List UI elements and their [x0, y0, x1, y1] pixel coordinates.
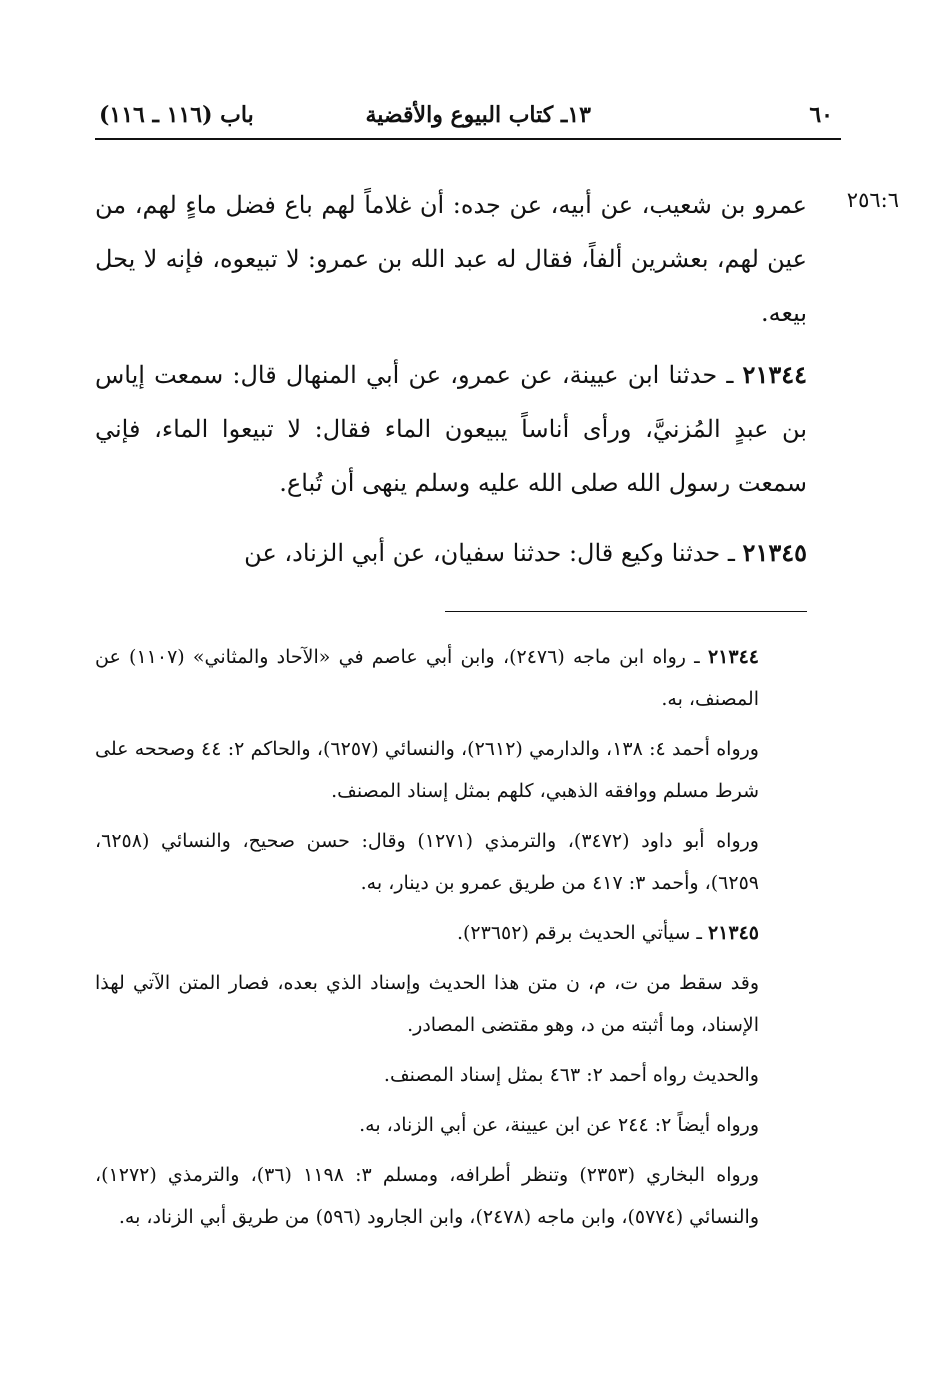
hadith-21345 — [95, 526, 807, 580]
footnotes — [95, 636, 807, 1246]
hadith-number: ٢١٣٤٤ — [742, 360, 807, 389]
footnote-text: ـ سيأتي الحديث برقم (٢٣٦٥٢). — [456, 922, 702, 944]
running-header — [95, 96, 841, 140]
footnote: ورواه أحمد ٤: ١٣٨، والدارمي (٢٦١٢)، والنسائي (٦٢٥٧)، والحاكم ٢: ٤٤ وصححه على شرط مسلم ووافقه الذهبي، كلهم بمثل إسناد المصنف. — [95, 738, 759, 802]
footnote-divider — [445, 611, 807, 612]
book-title: ١٣ـ كتاب البيوع والأقضية — [365, 102, 591, 128]
footnote-text: ـ رواه ابن ماجه (٢٤٧٦)، وابن أبي عاصم في «الآحاد والمثاني» (١١٠٧) عن المصنف، به. — [95, 646, 759, 710]
footnote — [95, 912, 807, 954]
footnote: ورواه أيضاً ٢: ٢٤٤ عن ابن عيينة، عن أبي الزناد، به. — [359, 1114, 759, 1136]
footnote: والحديث رواه أحمد ٢: ٤٦٣ بمثل إسناد المصنف. — [383, 1064, 759, 1086]
hadith-21344 — [95, 348, 807, 510]
margin-reference: ٢٥٦:٦ — [846, 188, 899, 212]
hadith-continuation — [95, 178, 807, 340]
hadith-text: عمرو بن شعيب، عن أبيه، عن جده: أن غلاماً لهم باع فضل ماءٍ لهم، من عين لهم، بعشرين ألفاً، فقال له عبد الله بن عمرو: لا تبيعوه، فإنه لا يحل بيعه. — [95, 191, 807, 327]
footnote: وقد سقط من ت، م، ن متن هذا الحديث وإسناد الذي بعده، فصار المتن الآتي لهذا الإسناد، وما أثبته من د، وهو مقتضى المصادر. — [95, 972, 759, 1036]
hadith-text: ـ حدثنا وكيع قال: حدثنا سفيان، عن أبي الزناد، عن — [244, 539, 735, 567]
footnote: ورواه أبو داود (٣٤٧٢)، والترمذي (١٢٧١) وقال: حسن صحيح، والنسائي (٦٢٥٨، ٦٢٥٩)، وأحمد ٣: ٤١٧ من طريق عمرو بن دينار، به. — [95, 830, 759, 894]
footnote-number: ٢١٣٤٥ — [707, 922, 759, 944]
page-number: ٦٠ — [809, 102, 833, 128]
footnote — [95, 636, 807, 720]
chapter-range: باب (١١٦ ـ ١١٦) — [99, 102, 254, 128]
hadith-number: ٢١٣٤٥ — [742, 538, 807, 567]
hadith-text: ـ حدثنا ابن عيينة، عن عمرو، عن أبي المنهال قال: سمعت إياس بن عبدٍ المُزنيَّ، ورأى أناساً يبيعون الماء فقال: لا تبيعوا الماء، فإني سمعت رسول الله صلى الله عليه وسلم ينهى أن تُباع. — [95, 361, 807, 497]
footnote-number: ٢١٣٤٤ — [707, 646, 759, 668]
footnote: ورواه البخاري (٢٣٥٣) وتنظر أطرافه، ومسلم ٣: ١١٩٨ (٣٦)، والترمذي (١٢٧٢)، والنسائي (٥٧٧٤)، وابن ماجه (٢٤٧٨)، وابن الجارود (٥٩٦) من طريق أبي الزناد، به. — [95, 1164, 759, 1228]
